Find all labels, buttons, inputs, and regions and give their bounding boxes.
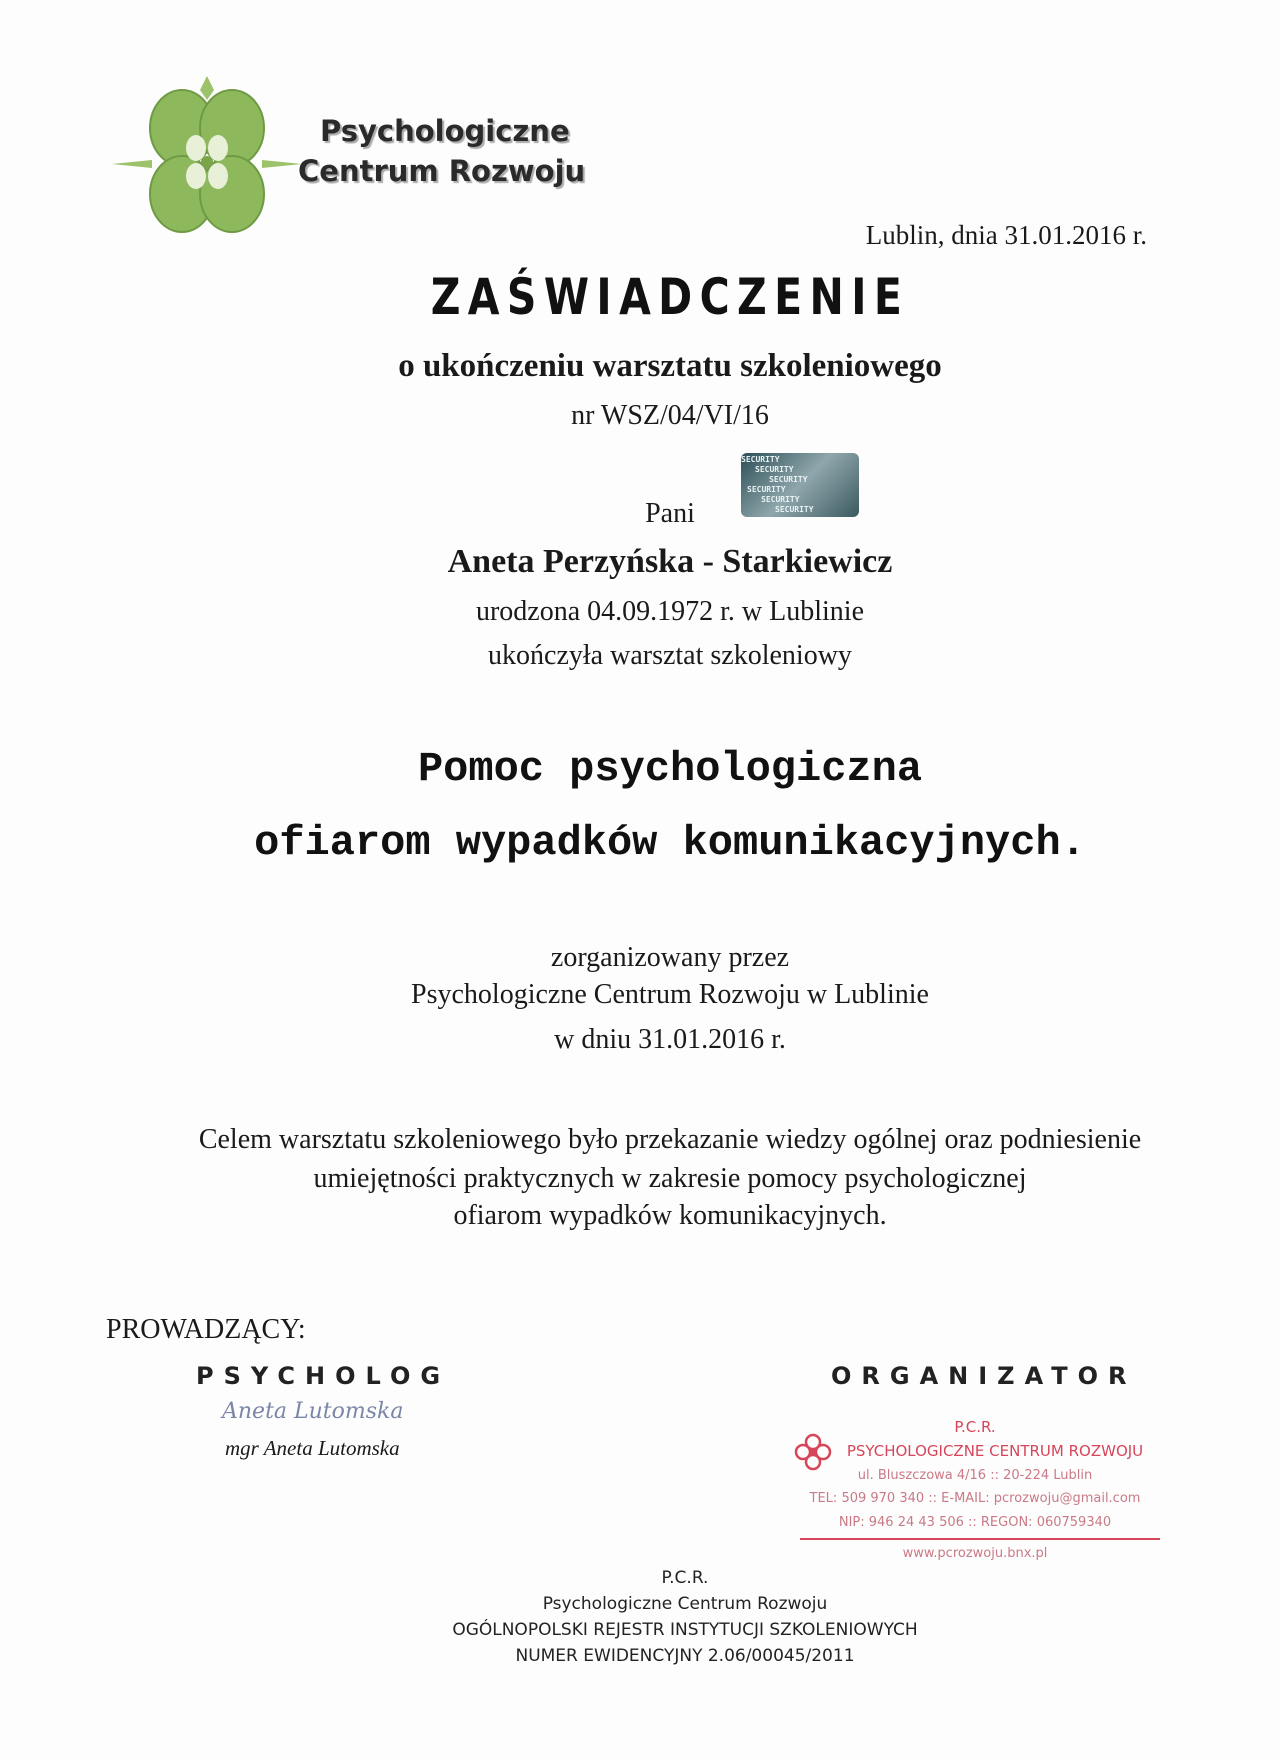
logo-text-line2: Centrum Rozwoju bbox=[298, 154, 586, 188]
stamp-address: ul. Bluszczowa 4/16 :: 20-224 Lublin bbox=[857, 1468, 1093, 1483]
psychologist-label: PSYCHOLOG bbox=[196, 1362, 451, 1390]
salutation: Pani bbox=[645, 498, 695, 529]
organizer-label: ORGANIZATOR bbox=[831, 1362, 1137, 1390]
stamp-divider bbox=[800, 1538, 1160, 1540]
security-hologram: SECURITY SECURITY SECURITY SECURITY SECURITY SECURITY bbox=[741, 453, 859, 517]
subtitle: o ukończeniu warsztatu szkoleniowego bbox=[398, 348, 942, 384]
document-title: ZAŚWIADCZENIE bbox=[430, 268, 910, 326]
logo-text-line1: Psychologiczne bbox=[320, 114, 570, 148]
stamp-web: www.pcrozwoju.bnx.pl bbox=[902, 1546, 1048, 1561]
course-title-line2: ofiarom wypadków komunikacyjnych. bbox=[254, 819, 1086, 867]
footer-abbr: P.C.R. bbox=[661, 1568, 709, 1588]
signature bbox=[222, 1398, 404, 1426]
stamp-name: PSYCHOLOGICZNE CENTRUM ROZWOJU bbox=[846, 1442, 1144, 1460]
clover-logo-icon bbox=[112, 76, 302, 246]
goal-line2: umiejętności praktycznych w zakresie pomocy psychologicznej bbox=[313, 1163, 1027, 1194]
leaders-label: PROWADZĄCY: bbox=[106, 1314, 306, 1345]
psychologist-name: mgr Aneta Lutomska bbox=[225, 1436, 400, 1460]
signature-text: Aneta Lutomska bbox=[222, 1399, 404, 1424]
completed-text: ukończyła warsztat szkoleniowy bbox=[488, 640, 852, 671]
recipient-name: Aneta Perzyńska - Starkiewicz bbox=[447, 543, 893, 580]
footer-number: NUMER EWIDENCYJNY 2.06/00045/2011 bbox=[515, 1646, 855, 1666]
goal-line1: Celem warsztatu szkoleniowego było przekazanie wiedzy ogólnej oraz podniesienie bbox=[198, 1124, 1142, 1155]
organized-date: w dniu 31.01.2016 r. bbox=[554, 1024, 786, 1055]
goal-line3: ofiarom wypadków komunikacyjnych. bbox=[453, 1200, 887, 1231]
footer-registry: OGÓLNOPOLSKI REJESTR INSTYTUCJI SZKOLENIOWYCH bbox=[452, 1620, 918, 1640]
footer-name: Psychologiczne Centrum Rozwoju bbox=[542, 1594, 828, 1614]
stamp-abbr: P.C.R. bbox=[954, 1418, 996, 1436]
organized-line2: Psychologiczne Centrum Rozwoju w Lublinie bbox=[411, 979, 929, 1010]
stamp-ids: NIP: 946 24 43 506 :: REGON: 060759340 bbox=[838, 1515, 1112, 1530]
hologram-text: SECURITY bbox=[741, 455, 780, 464]
birth-info: urodzona 04.09.1972 r. w Lublinie bbox=[475, 596, 865, 627]
logo bbox=[112, 76, 302, 246]
date-line: Lublin, dnia 31.01.2016 r. bbox=[865, 220, 1147, 250]
certificate-number: nr WSZ/04/VI/16 bbox=[571, 400, 769, 431]
organized-line1: zorganizowany przez bbox=[550, 942, 790, 973]
course-title-line1: Pomoc psychologiczna bbox=[417, 745, 923, 793]
stamp-contact: TEL: 509 970 340 :: E-MAIL: pcrozwoju@gmail.com bbox=[809, 1491, 1141, 1506]
